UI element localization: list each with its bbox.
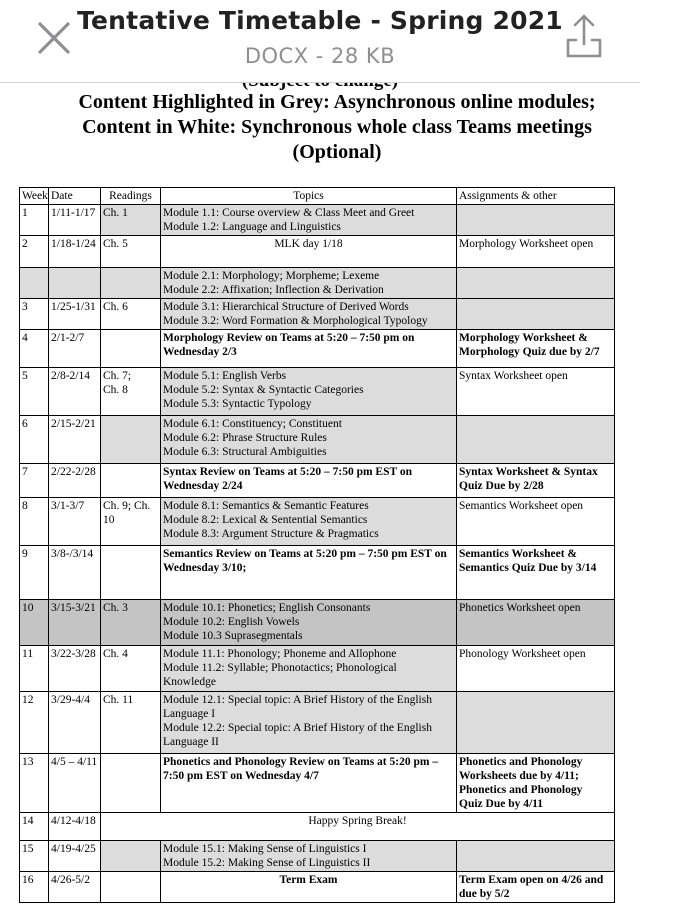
topics-cell-line: Module 15.1: Making Sense of Linguistics I — [163, 843, 367, 855]
topics-cell — [161, 299, 457, 330]
readings-cell: Ch. 1 — [101, 205, 161, 236]
topics-cell-line: Happy Spring Break! — [308, 815, 407, 827]
topics-cell — [101, 813, 615, 841]
week-cell: 14 — [20, 813, 49, 841]
topics-cell — [161, 205, 457, 236]
week-cell: 2 — [20, 236, 49, 268]
table-row — [20, 416, 615, 464]
column-header-assignments: Assignments & other — [457, 188, 615, 205]
topics-cell — [161, 692, 457, 754]
assignments-cell-line: Phonology Worksheet open — [459, 648, 586, 660]
assignments-cell-line: Phonetics Worksheet open — [459, 602, 581, 614]
topics-cell-line: Module 2.2: Affixation; Inflection & Derivation — [163, 284, 384, 296]
topics-cell — [161, 600, 457, 646]
topics-cell — [161, 464, 457, 498]
topics-cell-line: Language II — [163, 736, 219, 748]
assignments-cell-line: Semantics Worksheet & — [459, 548, 577, 560]
topics-cell — [161, 416, 457, 464]
topics-cell-line: Module 3.1: Hierarchical Structure of Derived Words — [163, 301, 409, 313]
readings-cell: Ch. 6 — [101, 299, 161, 330]
assignments-cell-line: Phonetics and Phonology — [459, 756, 583, 768]
topics-cell — [161, 498, 457, 546]
date-cell: 1/11-1/17 — [49, 205, 101, 236]
timetable-body — [20, 205, 615, 903]
assignments-cell — [457, 754, 615, 813]
topics-cell-line: Module 6.2: Phrase Structure Rules — [163, 432, 327, 444]
table-row — [20, 464, 615, 498]
share-icon — [562, 12, 606, 60]
topics-cell-line: Semantics Review on Teams at 5:20 pm – 7:50 pm EST on — [163, 548, 447, 560]
heading-line: Content in White: Synchronous whole class Teams meetings — [82, 116, 592, 138]
table-row — [20, 205, 615, 236]
table-row — [20, 646, 615, 692]
column-header-week: Week — [20, 188, 49, 205]
table-row — [20, 546, 615, 600]
date-cell: 3/29-4/4 — [49, 692, 101, 754]
topics-cell-line: Module 12.1: Special topic: A Brief History of the English — [163, 694, 432, 706]
readings-cell: Ch. 5 — [101, 236, 161, 268]
week-cell: 11 — [20, 646, 49, 692]
table-header-row — [20, 188, 615, 205]
date-cell: 4/26-5/2 — [49, 872, 101, 903]
assignments-cell — [457, 368, 615, 416]
readings-cell — [101, 464, 161, 498]
topics-cell-line: Module 11.1: Phonology; Phoneme and Allophone — [163, 648, 397, 660]
topics-cell-line: Module 5.2: Syntax & Syntactic Categories — [163, 384, 364, 396]
readings-cell — [101, 368, 161, 416]
date-cell: 3/22-3/28 — [49, 646, 101, 692]
assignments-cell-line: Morphology Quiz due by 2/7 — [459, 346, 600, 358]
table-row — [20, 498, 615, 546]
readings-cell-line: Ch. 8 — [103, 384, 128, 396]
week-cell: 13 — [20, 754, 49, 813]
column-header-readings: Readings — [101, 188, 161, 205]
table-row — [20, 368, 615, 416]
topics-cell-line: Module 10.2: English Vowels — [163, 616, 300, 628]
topics-cell-line: Wednesday 3/10; — [163, 562, 247, 574]
week-cell: 9 — [20, 546, 49, 600]
topics-cell — [161, 330, 457, 368]
topics-cell-line: Module 8.3: Argument Structure & Pragmatics — [163, 528, 379, 540]
readings-cell — [101, 416, 161, 464]
assignments-cell-line: Quiz Due by 2/28 — [459, 480, 544, 492]
assignments-cell — [457, 330, 615, 368]
readings-cell: Ch. 11 — [101, 692, 161, 754]
readings-cell — [101, 546, 161, 600]
topics-cell — [161, 872, 457, 903]
date-cell: 1/25-1/31 — [49, 299, 101, 330]
table-row — [20, 600, 615, 646]
topics-cell-line: Module 5.1: English Verbs — [163, 370, 287, 382]
column-header-date: Date — [49, 188, 101, 205]
assignments-cell — [457, 498, 615, 546]
readings-cell-line: Ch. 7; — [103, 370, 132, 382]
table-row — [20, 754, 615, 813]
week-cell: 8 — [20, 498, 49, 546]
assignments-cell — [457, 268, 615, 299]
topics-cell-line: Module 10.3 Suprasegmentals — [163, 630, 303, 642]
readings-cell — [101, 841, 161, 872]
readings-cell — [101, 754, 161, 813]
topics-cell-line: Module 11.2: Syllable; Phonotactics; Phonological — [163, 662, 397, 674]
heading-line: Content Highlighted in Grey: Asynchronous online modules; — [78, 91, 596, 113]
readings-cell: Ch. 3 — [101, 600, 161, 646]
topics-cell-line: Module 5.3: Syntactic Typology — [163, 398, 312, 410]
document-title: Tentative Timetable - Spring 2021 — [77, 6, 563, 35]
week-cell: 16 — [20, 872, 49, 903]
week-cell — [20, 268, 49, 299]
assignments-cell — [457, 692, 615, 754]
week-cell: 10 — [20, 600, 49, 646]
table-row — [20, 236, 615, 268]
date-cell: 4/5 – 4/11 — [49, 754, 101, 813]
week-cell: 15 — [20, 841, 49, 872]
date-cell: 3/8-/3/14 — [49, 546, 101, 600]
topics-cell-line: Module 2.1: Morphology; Morpheme; Lexeme — [163, 270, 380, 282]
readings-cell: Ch. 4 — [101, 646, 161, 692]
topics-cell — [161, 268, 457, 299]
topics-cell-line: Wednesday 2/24 — [163, 480, 243, 492]
readings-cell — [101, 872, 161, 903]
assignments-cell-line: Semantics Worksheet open — [459, 500, 584, 512]
topics-cell-line: MLK day 1/18 — [274, 238, 343, 250]
date-cell: 1/18-1/24 — [49, 236, 101, 268]
topics-cell-line: Module 8.2: Lexical & Sentential Semantics — [163, 514, 368, 526]
document-heading — [0, 90, 674, 165]
timetable — [19, 187, 615, 903]
week-cell: 12 — [20, 692, 49, 754]
document-view[interactable] — [0, 82, 640, 922]
assignments-cell-line: Morphology Worksheet & — [459, 332, 588, 344]
date-cell: 4/19-4/25 — [49, 841, 101, 872]
assignments-cell-line: Syntax Worksheet & Syntax — [459, 466, 598, 478]
week-cell: 1 — [20, 205, 49, 236]
topics-cell — [161, 368, 457, 416]
topics-cell-line: 7:50 pm EST on Wednesday 4/7 — [163, 770, 319, 782]
table-row — [20, 299, 615, 330]
date-cell: 4/12-4/18 — [49, 813, 101, 841]
topics-cell-line: Morphology Review on Teams at 5:20 – 7:50 pm on — [163, 332, 415, 344]
table-row — [20, 841, 615, 872]
topics-cell — [161, 646, 457, 692]
assignments-cell-line: Worksheets due by 4/11; — [459, 770, 579, 782]
table-row — [20, 330, 615, 368]
date-cell — [49, 268, 101, 299]
week-cell: 3 — [20, 299, 49, 330]
date-cell: 2/8-2/14 — [49, 368, 101, 416]
assignments-cell — [457, 205, 615, 236]
assignments-cell-line: Phonetics and Phonology — [459, 784, 583, 796]
topics-cell-line: Module 8.1: Semantics & Semantic Features — [163, 500, 369, 512]
heading-line: (Optional) — [292, 141, 382, 163]
table-row — [20, 813, 615, 841]
week-cell: 7 — [20, 464, 49, 498]
assignments-cell — [457, 546, 615, 600]
assignments-cell — [457, 299, 615, 330]
topics-cell-line: Module 1.1: Course overview & Class Meet and Greet — [163, 207, 415, 219]
topics-cell-line: Module 6.3: Structural Ambiguities — [163, 446, 327, 458]
readings-cell-line: Ch. 9; Ch. — [103, 500, 151, 512]
assignments-cell — [457, 464, 615, 498]
assignments-cell-line: Term Exam open on 4/26 and — [459, 874, 604, 886]
table-row — [20, 872, 615, 903]
topics-cell-line: Syntax Review on Teams at 5:20 – 7:50 pm EST on — [163, 466, 412, 478]
topics-cell — [161, 841, 457, 872]
date-cell: 3/1-3/7 — [49, 498, 101, 546]
week-cell: 6 — [20, 416, 49, 464]
assignments-cell-line: Quiz Due by 4/11 — [459, 798, 544, 810]
readings-cell — [101, 498, 161, 546]
table-row — [20, 692, 615, 754]
topics-cell — [161, 236, 457, 268]
topics-cell-line: Module 6.1: Constituency; Constituent — [163, 418, 342, 430]
topics-cell-line: Language I — [163, 708, 216, 720]
topics-cell — [161, 754, 457, 813]
assignments-cell-line: due by 5/2 — [459, 888, 510, 900]
assignments-cell — [457, 872, 615, 903]
topics-cell-line: Module 15.2: Making Sense of Linguistics II — [163, 857, 371, 869]
topics-cell-line: Module 10.1: Phonetics; English Consonants — [163, 602, 371, 614]
topics-cell-line: Module 1.2: Language and Linguistics — [163, 221, 341, 233]
topics-cell-line: Module 12.2: Special topic: A Brief History of the English — [163, 722, 432, 734]
topics-cell-line: Term Exam — [279, 874, 338, 886]
readings-cell — [101, 330, 161, 368]
table-row — [20, 268, 615, 299]
topics-cell-line: Wednesday 2/3 — [163, 346, 237, 358]
top-bar — [0, 0, 640, 83]
date-cell: 2/15-2/21 — [49, 416, 101, 464]
week-cell: 5 — [20, 368, 49, 416]
topics-cell-line: Phonetics and Phonology Review on Teams at 5:20 pm – — [163, 756, 439, 768]
date-cell: 2/22-2/28 — [49, 464, 101, 498]
assignments-cell-line: Syntax Worksheet open — [459, 370, 568, 382]
column-header-topics: Topics — [161, 188, 457, 205]
assignments-cell-line: Semantics Quiz Due by 3/14 — [459, 562, 597, 574]
assignments-cell — [457, 841, 615, 872]
assignments-cell — [457, 416, 615, 464]
date-cell: 3/15-3/21 — [49, 600, 101, 646]
assignments-cell-line: Morphology Worksheet open — [459, 238, 594, 250]
document-file-info: DOCX - 28 KB — [244, 44, 396, 68]
readings-cell-line: 10 — [103, 514, 115, 526]
assignments-cell — [457, 646, 615, 692]
topics-cell-line: Knowledge — [163, 676, 217, 688]
readings-cell — [101, 268, 161, 299]
assignments-cell — [457, 600, 615, 646]
assignments-cell — [457, 236, 615, 268]
topics-cell-line: Module 3.2: Word Formation & Morphological Typology — [163, 315, 428, 327]
share-button[interactable] — [562, 12, 606, 60]
date-cell: 2/1-2/7 — [49, 330, 101, 368]
week-cell: 4 — [20, 330, 49, 368]
topics-cell — [161, 546, 457, 600]
